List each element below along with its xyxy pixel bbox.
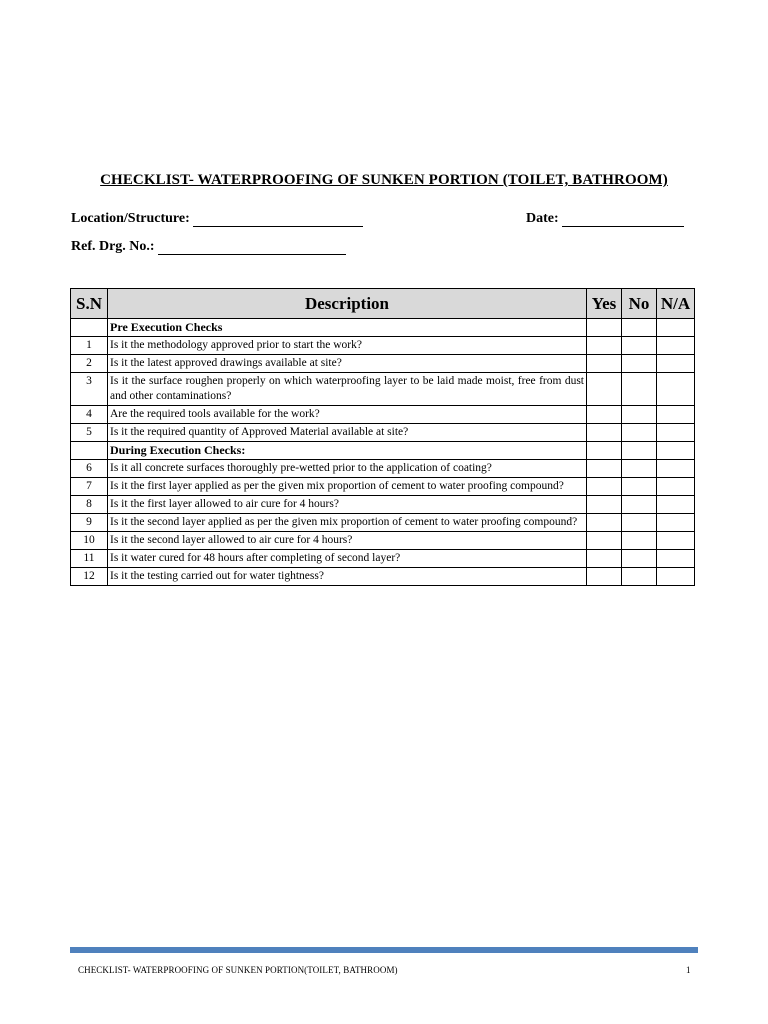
row-sn (71, 442, 108, 460)
row-description: Is it the second layer allowed to air cure for 4 hours? (108, 532, 587, 550)
no-cell[interactable] (622, 442, 657, 460)
row-description: Is it water cured for 48 hours after completing of second layer? (108, 550, 587, 568)
yes-cell[interactable] (587, 532, 622, 550)
header-description: Description (108, 289, 587, 319)
yes-cell[interactable] (587, 478, 622, 496)
row-sn: 8 (71, 496, 108, 514)
table-row (71, 478, 695, 496)
na-cell[interactable] (657, 532, 695, 550)
yes-cell[interactable] (587, 424, 622, 442)
table-row (71, 568, 695, 586)
location-field (71, 211, 363, 227)
ref-drawing-label: Ref. Drg. No.: (71, 239, 155, 254)
no-cell[interactable] (622, 568, 657, 586)
header-no: No (622, 289, 657, 319)
na-cell[interactable] (657, 337, 695, 355)
yes-cell[interactable] (587, 514, 622, 532)
row-description: Is it the testing carried out for water tightness? (108, 568, 587, 586)
row-description: Is it the first layer allowed to air cure for 4 hours? (108, 496, 587, 514)
yes-cell[interactable] (587, 319, 622, 337)
yes-cell[interactable] (587, 406, 622, 424)
row-description: Is it the latest approved drawings available at site? (108, 355, 587, 373)
row-description: Are the required tools available for the work? (108, 406, 587, 424)
no-cell[interactable] (622, 406, 657, 424)
table-row (71, 532, 695, 550)
checklist-table (70, 288, 695, 586)
na-cell[interactable] (657, 355, 695, 373)
no-cell[interactable] (622, 478, 657, 496)
row-description: Is it the second layer applied as per the given mix proportion of cement to water proofing compound? (108, 514, 587, 532)
header-na: N/A (657, 289, 695, 319)
na-cell[interactable] (657, 460, 695, 478)
na-cell[interactable] (657, 319, 695, 337)
no-cell[interactable] (622, 550, 657, 568)
table-row (71, 550, 695, 568)
table-row (71, 355, 695, 373)
row-description: Is it the required quantity of Approved Material available at site? (108, 424, 587, 442)
row-description: Is it the surface roughen properly on which waterproofing layer to be laid made moist, free from dust and other contaminations? (108, 373, 587, 406)
table-header-row (71, 289, 695, 319)
row-description: Is it the first layer applied as per the given mix proportion of cement to water proofing compound? (108, 478, 587, 496)
na-cell[interactable] (657, 424, 695, 442)
location-blank-line[interactable] (193, 212, 363, 227)
checklist-body (71, 319, 695, 586)
yes-cell[interactable] (587, 355, 622, 373)
yes-cell[interactable] (587, 550, 622, 568)
na-cell[interactable] (657, 478, 695, 496)
row-sn: 5 (71, 424, 108, 442)
row-sn: 7 (71, 478, 108, 496)
footer-title: CHECKLIST- WATERPROOFING OF SUNKEN PORTION(TOILET, BATHROOM) (78, 965, 398, 975)
table-row (71, 373, 695, 406)
na-cell[interactable] (657, 406, 695, 424)
header-yes: Yes (587, 289, 622, 319)
na-cell[interactable] (657, 550, 695, 568)
yes-cell[interactable] (587, 568, 622, 586)
row-sn: 6 (71, 460, 108, 478)
table-row (71, 337, 695, 355)
table-row (71, 319, 695, 337)
date-label: Date: (526, 211, 559, 226)
yes-cell[interactable] (587, 373, 622, 406)
location-label: Location/Structure: (71, 211, 190, 226)
no-cell[interactable] (622, 337, 657, 355)
row-description: Is it all concrete surfaces thoroughly pre-wetted prior to the application of coating? (108, 460, 587, 478)
row-sn: 12 (71, 568, 108, 586)
row-sn: 4 (71, 406, 108, 424)
section-heading: Pre Execution Checks (108, 319, 587, 337)
yes-cell[interactable] (587, 442, 622, 460)
na-cell[interactable] (657, 442, 695, 460)
table-row (71, 460, 695, 478)
date-field (526, 211, 684, 227)
section-heading: During Execution Checks: (108, 442, 587, 460)
no-cell[interactable] (622, 319, 657, 337)
no-cell[interactable] (622, 532, 657, 550)
table-row (71, 442, 695, 460)
no-cell[interactable] (622, 514, 657, 532)
row-sn: 2 (71, 355, 108, 373)
row-sn: 10 (71, 532, 108, 550)
no-cell[interactable] (622, 496, 657, 514)
no-cell[interactable] (622, 355, 657, 373)
page-number: 1 (686, 965, 691, 975)
table-row (71, 424, 695, 442)
row-sn (71, 319, 108, 337)
footer-divider-bar (70, 947, 698, 953)
date-blank-line[interactable] (562, 212, 684, 227)
row-description: Is it the methodology approved prior to start the work? (108, 337, 587, 355)
table-row (71, 406, 695, 424)
yes-cell[interactable] (587, 496, 622, 514)
ref-drawing-field (71, 239, 346, 255)
row-sn: 3 (71, 373, 108, 406)
document-title: CHECKLIST- WATERPROOFING OF SUNKEN PORTION (TOILET, BATHROOM) (100, 172, 668, 188)
yes-cell[interactable] (587, 460, 622, 478)
row-sn: 11 (71, 550, 108, 568)
header-sn: S.N (71, 289, 108, 319)
na-cell[interactable] (657, 373, 695, 406)
table-row (71, 496, 695, 514)
table-row (71, 514, 695, 532)
row-sn: 1 (71, 337, 108, 355)
na-cell[interactable] (657, 496, 695, 514)
ref-drawing-blank-line[interactable] (158, 240, 346, 255)
no-cell[interactable] (622, 460, 657, 478)
row-sn: 9 (71, 514, 108, 532)
no-cell[interactable] (622, 373, 657, 406)
yes-cell[interactable] (587, 337, 622, 355)
no-cell[interactable] (622, 424, 657, 442)
na-cell[interactable] (657, 514, 695, 532)
na-cell[interactable] (657, 568, 695, 586)
